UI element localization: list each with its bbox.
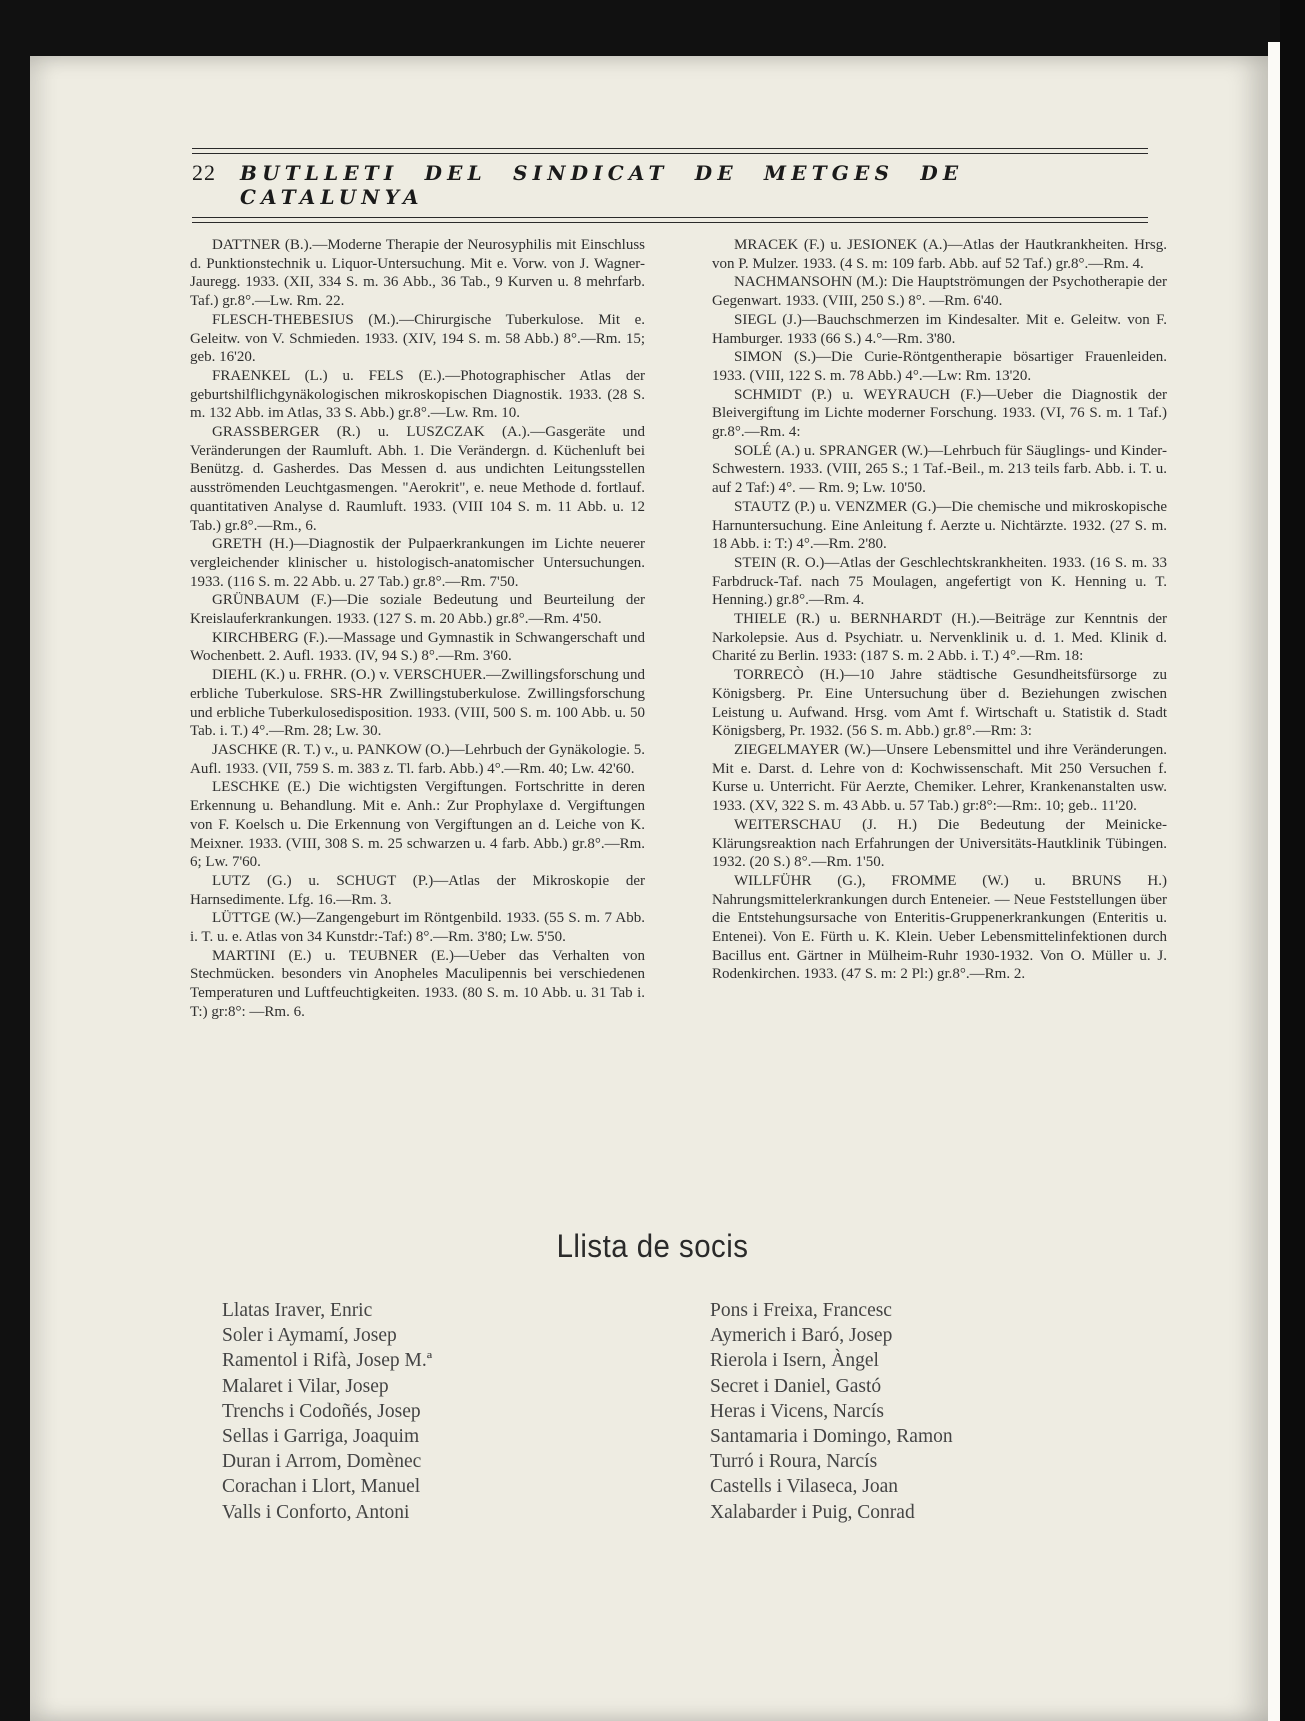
bibliography-entry: GRASSBERGER (R.) u. LUSZCZAK (A.).—Gasgeräte und Veränderungen der Raumluft. Abh. 1. Die Verändergn. d. Küchenluft bei Benützg. d. Gasherdes. Das Messen d. aus undichten Leitungsstellen ausströmenden Leuchtgasmengen. "Aerokrit", e. neue Methode d. fortlauf. quantitativen Analyse d. Raumluft. 1933. (VIII 104 S. m. 11 Abb. u. 12 Tab.) gr.8°.—Rm., 6. (190, 424, 645, 534)
bibliography-entry: LÜTTGE (W.)—Zangengeburt im Röntgenbild. 1933. (55 S. m. 7 Abb. i. T. u. e. Atlas von 34 Kunstdr:-Taf:) 8°.—Rm. 3'80; Lw. 5'50. (190, 910, 645, 946)
bibliography-entry: STAUTZ (P.) u. VENZMER (G.)—Die chemische und mikroskopische Harnuntersuchung. Eine Anleitung f. Aerzte u. Nichtärzte. 1932. (27 S. m. 18 Abb. i: T:) 4°.—Rm. 2'80. (712, 498, 1167, 553)
member-name: Turró i Roura, Narcís (710, 1451, 878, 1473)
bibliography-entry: SIEGL (J.)—Bauchschmerzen im Kindesalter. Mit e. Geleitw. von F. Hamburger. 1933 (66 S.) 4.°—Rm. 3'80. (712, 311, 1167, 347)
member-name: Valls i Conforto, Antoni (222, 1501, 410, 1523)
members-list-title: Llista de socis (556, 1228, 749, 1264)
member-name: Aymerich i Baró, Josep (710, 1325, 893, 1347)
bibliography-entry: DIEHL (K.) u. FRHR. (O.) v. VERSCHUER.—Zwillingsforschung und erbliche Tuberkulose. SRS-HR Zwillingstuberkulose. Zwillingsforschung und erbliche Tuberkulosedisposition. 1933. (VIII, 500 S. m. 100 Abb. u. 50 Tab. i. T.) 4°.—Rm. 28; Lw. 30. (190, 667, 645, 740)
member-name: Duran i Arrom, Domènec (222, 1451, 422, 1473)
bibliography-left-column (190, 236, 645, 1022)
bibliography-entry: TORRECÒ (H.)—10 Jahre städtische Gesundheitsfürsorge zu Königsberg. Pr. Eine Untersuchung über d. Beziehungen zwischen Leistung u. Aufwand. Hrsg. vom Amt f. Wirtschaft u. Statistik d. Stadt Königsberg, Pr. 1932. (56 S. m. Abb.) gr.8°.—Rm: 3: (712, 667, 1167, 740)
member-name: Corachan i Llort, Manuel (222, 1476, 421, 1498)
member-name: Malaret i Vilar, Josep (222, 1375, 389, 1397)
member-name: Trenchs i Codoñés, Josep (222, 1400, 421, 1422)
members-left-column (222, 1298, 642, 1525)
scan-border (1280, 0, 1305, 1721)
bibliography-right-column (712, 236, 1167, 984)
header-rule-bottom (192, 217, 1148, 223)
bibliography-entry: SIMON (S.)—Die Curie-Röntgentherapie bösartiger Frauenleiden. 1933. (VIII, 122 S. m. 78 Abb.) 4°.—Lw: Rm. 13'20. (712, 349, 1167, 384)
bibliography-entry: MARTINI (E.) u. TEUBNER (E.)—Ueber das Verhalten von Stechmücken. besonders vin Anopheles Maculipennis bei verschiedenen Temperaturen und Luftfeuchtigkeiten. 1933. (80 S. m. 10 Abb. u. 31 Tab i. T:) gr:8°: —Rm. 6. (190, 947, 645, 1020)
bibliography-entry: SOLÉ (A.) u. SPRANGER (W.)—Lehrbuch für Säuglings- und Kinder-Schwestern. 1933. (VIII, 265 S.; 1 Taf.-Beil., m. 213 teils farb. Abb. i. T. u. auf 2 Taf:) 4°. — Rm. 9; Lw. 10'50. (712, 442, 1167, 497)
member-name: Secret i Daniel, Gastó (710, 1375, 882, 1397)
bibliography-entry: ZIEGELMAYER (W.)—Unsere Lebensmittel und ihre Veränderungen. Mit e. Darst. d. Lehre von d: Kochwissenschaft. Mit 250 Versuchen f. Kurse u. Unterricht. Für Aerzte, Chemiker. Lehrer, Krankenanstalten usw. 1933. (XV, 322 S. m. 43 Abb. u. 57 Tab.) gr:8°:—Rm:. 10; geb.. 11'20. (712, 741, 1167, 815)
bibliography-entry: LESCHKE (E.) Die wichtigsten Vergiftungen. Fortschritte in deren Erkennung u. Behandlung. Mit e. Anh.: Zur Prophylaxe d. Vergiftungen von F. Koelsch u. Die Erkennung von Vergiftungen an d. Leiche von K. Meixner. 1933. (VIII, 308 S. m. 25 schwarzen u. 4 farb. Abb.) gr.8°.—Rm. 6; Lw. 7'60. (190, 779, 645, 871)
bibliography-entry: GRÜNBAUM (F.)—Die soziale Bedeutung und Beurteilung der Kreislauferkrankungen. 1933. (127 S. m. 20 Abb.) gr.8°.—Rm. 4'50. (190, 592, 645, 628)
page-edge (1268, 42, 1280, 1721)
header-line (192, 160, 1148, 209)
bibliography-entry: MRACEK (F.) u. JESIONEK (A.)—Atlas der Hautkrankheiten. Hrsg. von P. Mulzer. 1933. (4 S. m: 109 farb. Abb. auf 52 Taf.) gr.8°.—Rm. 4. (712, 237, 1167, 272)
bibliography-entry: THIELE (R.) u. BERNHARDT (H.).—Beiträge zur Kenntnis der Narkolepsie. Aus d. Psychiatr. u. Nervenklinik u. d. 1. Med. Klinik d. Charité zu Berlin. 1933: (187 S. m. 2 Abb. i. T.) 4°.—Rm. 18: (712, 611, 1167, 665)
member-name: Santamaria i Domingo, Ramon (710, 1426, 953, 1448)
member-name: Sellas i Garriga, Joaquim (222, 1426, 420, 1448)
running-header (192, 148, 1148, 223)
member-name: Xalabarder i Puig, Conrad (710, 1501, 915, 1523)
bibliography-entry: WEITERSCHAU (J. H.) Die Bedeutung der Meinicke-Klärungsreaktion nach Erfahrungen der Universitäts-Hautklinik Tübingen. 1932. (20 S.) 8°.—Rm. 1'50. (712, 816, 1167, 871)
bibliography-entry: KIRCHBERG (F.).—Massage und Gymnastik in Schwangerschaft und Wochenbett. 2. Aufl. 1933. (IV, 94 S.) 8°.—Rm. 3'60. (190, 629, 645, 665)
bibliography-entry: FLESCH-THEBESIUS (M.).—Chirurgische Tuberkulose. Mit e. Geleitw. von V. Schmieden. 1933. (XIV, 194 S. m. 58 Abb.) 8°.—Rm. 15; geb. 16'20. (190, 311, 645, 366)
member-name: Ramentol i Rifà, Josep M.ª (222, 1350, 433, 1372)
bibliography-entry: NACHMANSOHN (M.): Die Hauptströmungen der Psychotherapie der Gegenwart. 1933. (VIII, 250 S.) 8°. —Rm. 6'40. (712, 274, 1167, 310)
bibliography-entry: SCHMIDT (P.) u. WEYRAUCH (F.)—Ueber die Diagnostik der Bleivergiftung im Lichte moderner Forschung. 1933. (VI, 76 S. m. 1 Taf.) gr.8°.—Rm. 4: (712, 386, 1167, 441)
member-name: Castells i Vilaseca, Joan (710, 1476, 899, 1498)
header-rule-top (192, 148, 1148, 154)
member-name: Soler i Aymamí, Josep (222, 1325, 397, 1347)
members-right-column (710, 1298, 1130, 1525)
member-name: Llatas Iraver, Enric (222, 1300, 373, 1321)
bibliography-entry: LUTZ (G.) u. SCHUGT (P.)—Atlas der Mikroskopie der Harnsedimente. Lfg. 16.—Rm. 3. (190, 872, 645, 908)
journal-title: BUTLLETI DEL SINDICAT DE METGES DE CATALUNYA (240, 161, 964, 209)
page-number: 22 (192, 160, 216, 185)
member-name: Rierola i Isern, Àngel (710, 1350, 879, 1372)
member-name: Heras i Vicens, Narcís (710, 1400, 884, 1422)
bibliography-entry: GRETH (H.)—Diagnostik der Pulpaerkrankungen im Lichte neuerer vergleichender klinischer u. histologisch-anatomischer Untersuchungen. 1933. (116 S. m. 22 Abb. u. 27 Tab.) gr.8°.—Rm. 7'50. (190, 536, 645, 590)
bibliography-entry: JASCHKE (R. T.) v., u. PANKOW (O.)—Lehrbuch der Gynäkologie. 5. Aufl. 1933. (VII, 759 S. m. 383 z. Tl. farb. Abb.) 4°.—Rm. 40; Lw. 42'60. (190, 741, 646, 777)
bibliography-entry: DATTNER (B.).—Moderne Therapie der Neurosyphilis mit Einschluss d. Punktionstechnik u. Liquor-Untersuchung. Mit e. Vorw. von J. Wagner-Jauregg. 1933. (XII, 334 S. m. 36 Abb., 36 Tab., 9 Kurven u. 8 mehrfarb. Taf.) gr.8°.—Lw. Rm. 22. (190, 237, 645, 310)
member-name: Pons i Freixa, Francesc (710, 1300, 892, 1321)
bibliography-entry: WILLFÜHR (G.), FROMME (W.) u. BRUNS H.) Nahrungsmittelerkrankungen durch Enteneier. — Neue Feststellungen über die Entstehungsursache von Enteritis-Gruppenerkrankungen (Enteritis u. Entenei). Von E. Fürth u. K. Klein. Ueber Lebensmittelinfektionen durch Bacillus ent. Gärtner in Mülheim-Ruhr 1930-1932. Von O. Müller u. J. Rodenkirchen. 1933. (47 S. m: 2 Pl:) gr.8°.—Rm. 2. (712, 872, 1167, 983)
bibliography-entry: STEIN (R. O.)—Atlas der Geschlechtskrankheiten. 1933. (16 S. m. 33 Farbdruck-Taf. nach 75 Moulagen, angefertigt von K. Henning u. T. Henning.) gr.8°.—Rm. 4. (712, 554, 1167, 609)
bibliography-entry: FRAENKEL (L.) u. FELS (E.).—Photographischer Atlas der geburtshilflichgynäkologischen mikroskopischen Diagnostik. 1933. (28 S. m. 132 Abb. im Atlas, 33 S. Abb.) gr.8°.—Lw. Rm. 10. (190, 367, 645, 422)
